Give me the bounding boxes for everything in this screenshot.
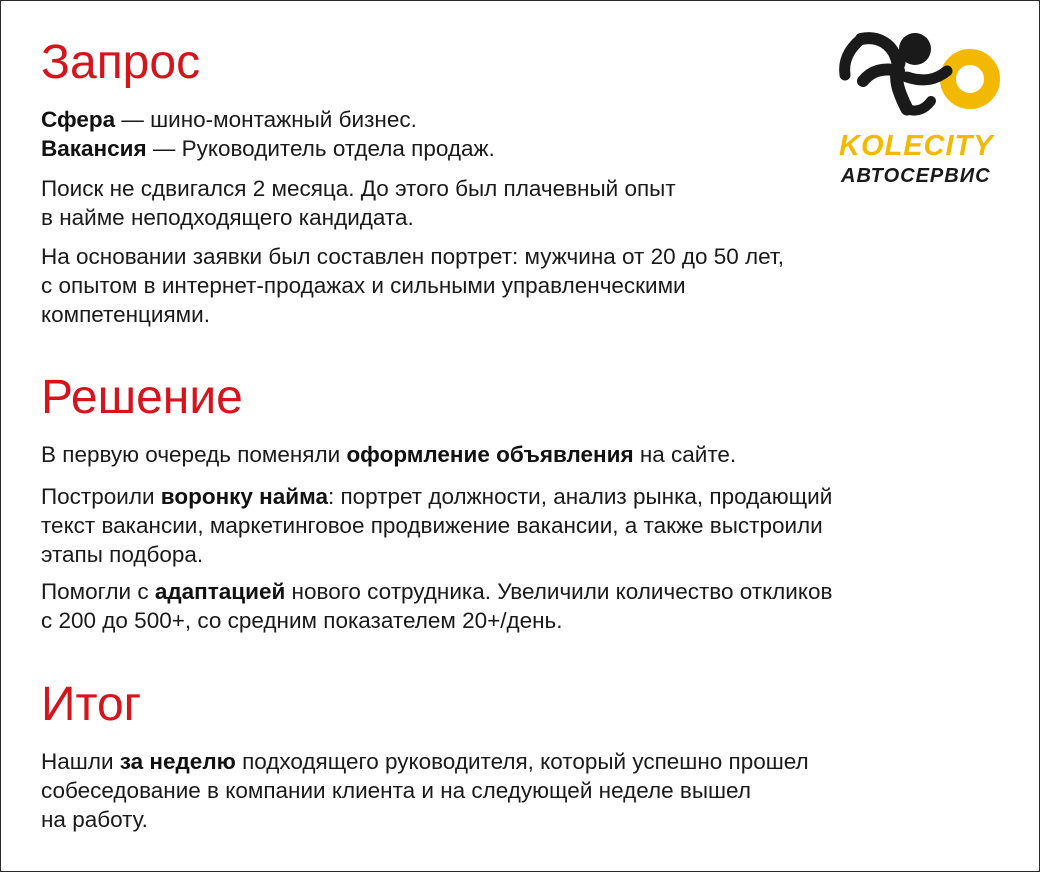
result-paragraph — [41, 747, 809, 834]
solution-p1-after: на сайте. — [633, 442, 737, 467]
result-heading: Итог — [41, 678, 142, 731]
search-line-2: в найме неподходящего кандидата. — [41, 205, 414, 230]
kolecity-logo — [833, 27, 1003, 193]
request-details — [41, 105, 495, 163]
solution-paragraph-1 — [41, 440, 736, 469]
sphere-text: — шино-монтажный бизнес. — [115, 107, 417, 132]
logo-subtitle: АВТОСЕРВИС — [841, 165, 991, 187]
solution-p1-text: В первую очередь поменяли — [41, 442, 347, 467]
solution-p3-after: нового сотрудника. Увеличили количество откликов — [285, 579, 833, 604]
result-bold: за неделю — [119, 749, 236, 774]
solution-p3-line-2: с 200 до 500+, со средним показателем 20+/день. — [41, 608, 563, 633]
portrait-line-2: с опытом в интернет-продажах и сильными управленческими — [41, 273, 686, 298]
solution-p2-line-2: текст вакансии, маркетинговое продвижение вакансии, а также выстроили — [41, 513, 823, 538]
result-text: Нашли — [41, 749, 120, 774]
solution-p2-bold: воронку найма — [160, 484, 328, 509]
solution-p3-bold: адаптацией — [154, 579, 286, 604]
portrait-line-1: На основании заявки был составлен портрет: мужчина от 20 до 50 лет, — [41, 244, 784, 269]
solution-p2-after: : портрет должности, анализ рынка, продающий — [327, 484, 833, 509]
result-after: подходящего руководителя, который успешно прошел — [235, 749, 809, 774]
solution-p3-text: Помогли с — [41, 579, 155, 604]
request-heading: Запрос — [41, 36, 201, 89]
search-paragraph — [41, 174, 676, 232]
running-man-wheel-icon — [833, 27, 1003, 127]
solution-paragraph-3 — [41, 577, 832, 635]
result-line-2: собеседование в компании клиента и на следующей неделе вышел — [41, 778, 751, 803]
vacancy-text: — Руководитель отдела продаж. — [146, 136, 495, 161]
result-line-3: на работу. — [41, 807, 148, 832]
search-line-1: Поиск не сдвигался 2 месяца. До этого был плачевный опыт — [41, 176, 676, 201]
vacancy-label: Вакансия — [41, 136, 147, 161]
logo-name: KOLECITY — [839, 130, 994, 162]
solution-p2-line-3: этапы подбора. — [41, 542, 204, 567]
solution-p2-text: Построили — [41, 484, 161, 509]
solution-p1-bold: оформление объявления — [346, 442, 634, 467]
solution-heading: Решение — [41, 371, 243, 424]
sphere-label: Сфера — [41, 107, 116, 132]
portrait-paragraph — [41, 242, 784, 329]
solution-paragraph-2 — [41, 482, 832, 569]
portrait-line-3: компетенциями. — [41, 302, 210, 327]
